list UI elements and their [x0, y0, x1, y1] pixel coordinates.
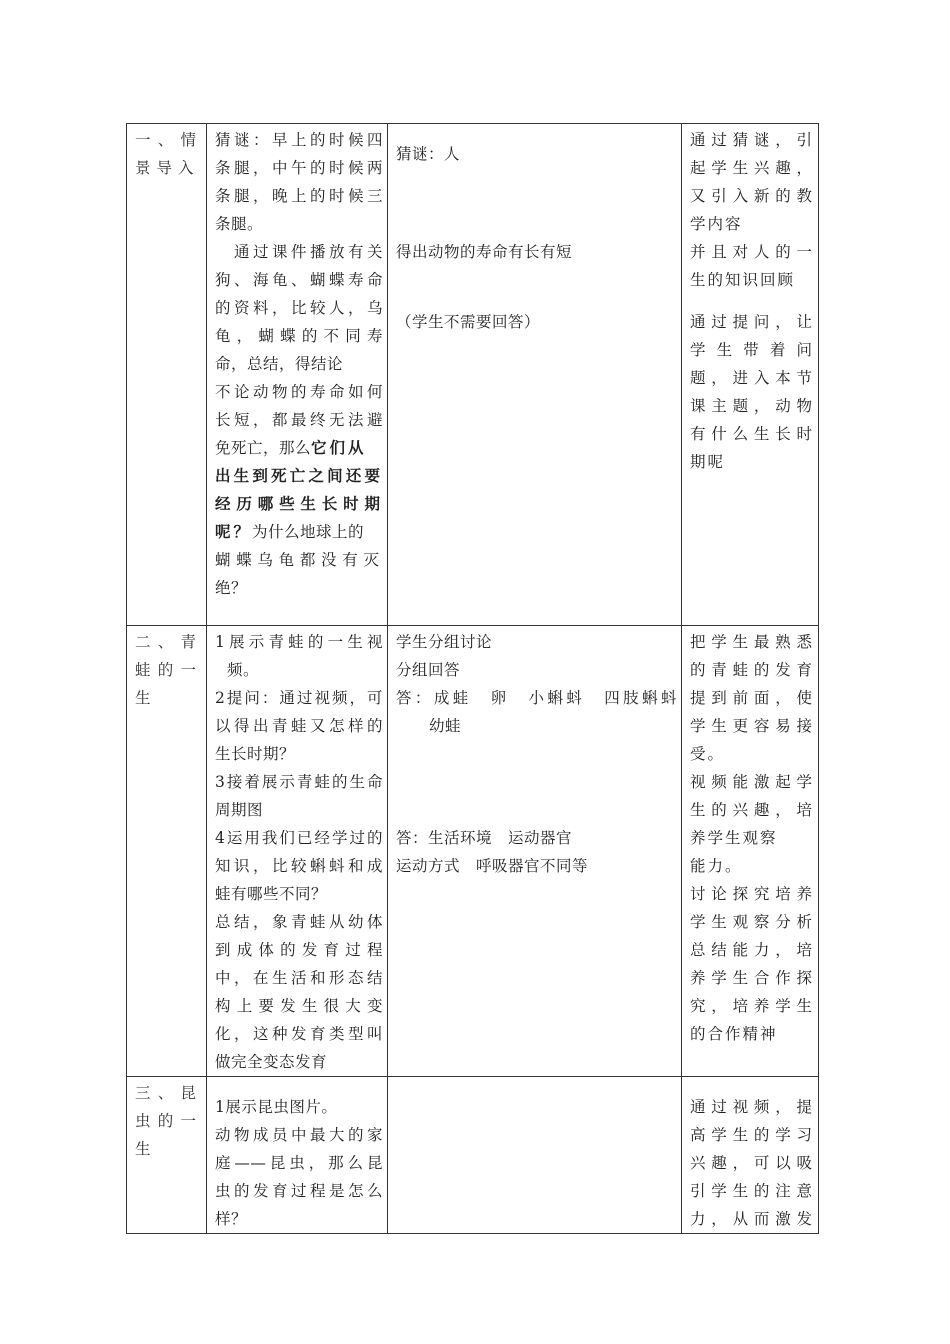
teacher-line: 不论动物的寿命如何 — [215, 383, 383, 401]
purpose-line: 引学生的注意 — [690, 1182, 814, 1200]
student-line: 答：生活环境 运动器官 — [396, 829, 573, 847]
purpose-line: 养学生观察 — [690, 829, 778, 847]
teacher-line: 化，这种发育类型叫 — [215, 1025, 383, 1043]
purpose-line: 期呢 — [690, 453, 726, 471]
purpose-line: 把学生最熟悉 — [690, 633, 814, 651]
teacher-line: 到成体的发育过程 — [215, 941, 383, 959]
purpose-line: 又引入新的教 — [690, 187, 814, 205]
teacher-line: 周期图 — [215, 801, 264, 819]
key-question-text: 呢？ — [215, 522, 253, 541]
teacher-line: 4运用我们已经学过的 — [215, 829, 383, 847]
student-activity-cell — [388, 1077, 682, 1234]
table-row — [127, 1077, 819, 1234]
purpose-line: 题，进入本节 — [690, 369, 814, 387]
purpose-line: 通过提问，让 — [690, 313, 814, 331]
purpose-line: 总结能力，培 — [690, 941, 814, 959]
teacher-line: 绝？ — [215, 579, 248, 597]
table-row — [127, 626, 819, 1077]
teacher-line: 长短，都最终无法避 — [215, 411, 383, 429]
purpose-line: 的青蛙的发育 — [690, 661, 814, 679]
teacher-line: 样？ — [215, 1210, 248, 1228]
teacher-line: 中，在生活和形态结 — [215, 969, 383, 987]
teacher-activity-cell — [207, 626, 388, 1077]
design-purpose-cell — [682, 1077, 819, 1234]
purpose-line: 养学生合作探 — [690, 969, 814, 987]
teacher-line: 命，总结，得结论 — [215, 355, 344, 373]
teacher-line: 构上要发生很大变 — [215, 997, 383, 1015]
teacher-line: 动物成员中最大的家 — [215, 1126, 383, 1144]
teacher-line: 通过课件播放有关 — [215, 243, 383, 261]
design-purpose-cell — [682, 626, 819, 1077]
student-line: 答：成蛙 卵 小蝌蚪 四肢蝌蚪 — [396, 689, 677, 707]
key-question-line: 出生到死亡之间还要 — [215, 466, 383, 485]
teacher-line: 猜谜：早上的时候四 — [215, 131, 383, 149]
teacher-line: 2提问：通过视频，可 — [215, 689, 383, 707]
purpose-line: 高学生的学习 — [690, 1126, 814, 1144]
teacher-activity-cell — [207, 1077, 388, 1234]
purpose-line: 学生更容易接 — [690, 717, 814, 735]
purpose-line: 生的兴趣，培 — [690, 801, 814, 819]
stage-cell: 二、青蛙的一生 — [127, 626, 207, 1077]
purpose-line: 通过猜谜，引 — [690, 131, 814, 149]
purpose-line: 课主题，动物 — [690, 397, 814, 415]
student-line: 分组回答 — [396, 661, 461, 679]
teacher-line: 1展示青蛙的一生视 — [215, 633, 383, 651]
teacher-line: 蛙有哪些不同？ — [215, 885, 328, 903]
purpose-line: 受。 — [690, 745, 726, 763]
student-line: 得出动物的寿命有长有短 — [396, 243, 573, 261]
student-line: 幼蛙 — [429, 717, 462, 735]
purpose-line: 力，从而激发 — [690, 1210, 814, 1228]
purpose-line: 学内容 — [690, 215, 743, 233]
teacher-line-mixed — [215, 434, 383, 462]
purpose-line: 学生观察分析 — [690, 913, 814, 931]
purpose-line: 并且对人的一 — [690, 243, 814, 261]
purpose-line: 有什么生长时 — [690, 425, 814, 443]
teacher-line: 的资料，比较人，乌 — [215, 299, 383, 317]
teacher-line: 知识，比较蝌蚪和成 — [215, 857, 383, 875]
purpose-line: 学生带着问 — [690, 341, 814, 359]
teacher-line: 以得出青蛙又怎样的 — [215, 717, 383, 735]
purpose-line: 能力。 — [690, 857, 743, 875]
purpose-line: 通过视频，提 — [690, 1098, 814, 1116]
lesson-plan-table — [126, 123, 819, 1234]
teacher-line: 蝴蝶乌龟都没有灭 — [215, 551, 383, 569]
teacher-line: 频。 — [227, 661, 260, 679]
student-line: 学生分组讨论 — [396, 633, 493, 651]
student-line: 运动方式 呼吸器官不同等 — [396, 857, 589, 875]
teacher-text: 免死亡，那么 — [215, 439, 312, 457]
teacher-text: 为什么地球上的 — [252, 523, 365, 541]
teacher-line: 条腿，晚上的时候三 — [215, 187, 383, 205]
teacher-line: 生长时期？ — [215, 745, 296, 763]
key-question-text: 它们从 — [311, 438, 367, 457]
teacher-line: 虫的发育过程是怎么 — [215, 1182, 383, 1200]
purpose-line: 提到前面，使 — [690, 689, 814, 707]
purpose-line: 兴趣，可以吸 — [690, 1154, 814, 1172]
teacher-line: 庭——昆虫，那么昆 — [215, 1154, 383, 1172]
teacher-line: 条腿。 — [215, 215, 264, 233]
teacher-line: 1展示昆虫图片。 — [215, 1098, 338, 1116]
teacher-line: 总结，象青蛙从幼体 — [215, 913, 383, 931]
teacher-line: 狗、海龟、蝴蝶寿命 — [215, 271, 383, 289]
design-purpose-cell — [682, 124, 819, 626]
purpose-line: 究，培养学生 — [690, 997, 814, 1015]
teacher-line: 条腿，中午的时候两 — [215, 159, 383, 177]
table-row — [127, 124, 819, 626]
purpose-line: 的合作精神 — [690, 1025, 778, 1043]
purpose-line: 视频能激起学 — [690, 773, 814, 791]
purpose-line: 讨论探究培养 — [690, 885, 814, 903]
stage-cell: 三、昆虫的一生 — [127, 1077, 207, 1234]
teacher-line-mixed — [215, 518, 383, 546]
student-activity-cell — [388, 626, 682, 1077]
key-question-line: 经历哪些生长时期 — [215, 494, 383, 513]
student-activity-cell — [388, 124, 682, 626]
stage-cell: 一、情景导入 — [127, 124, 207, 626]
purpose-line: 生的知识回顾 — [690, 271, 796, 289]
teacher-activity-cell — [207, 124, 388, 626]
purpose-line: 起学生兴趣， — [690, 159, 814, 177]
teacher-line: 龟，蝴蝶的不同寿 — [215, 327, 383, 345]
teacher-line: 3接着展示青蛙的生命 — [215, 773, 383, 791]
teacher-line: 做完全变态发育 — [215, 1053, 328, 1071]
student-line: 猜谜：人 — [396, 145, 461, 163]
student-line: （学生不需要回答） — [396, 313, 541, 331]
